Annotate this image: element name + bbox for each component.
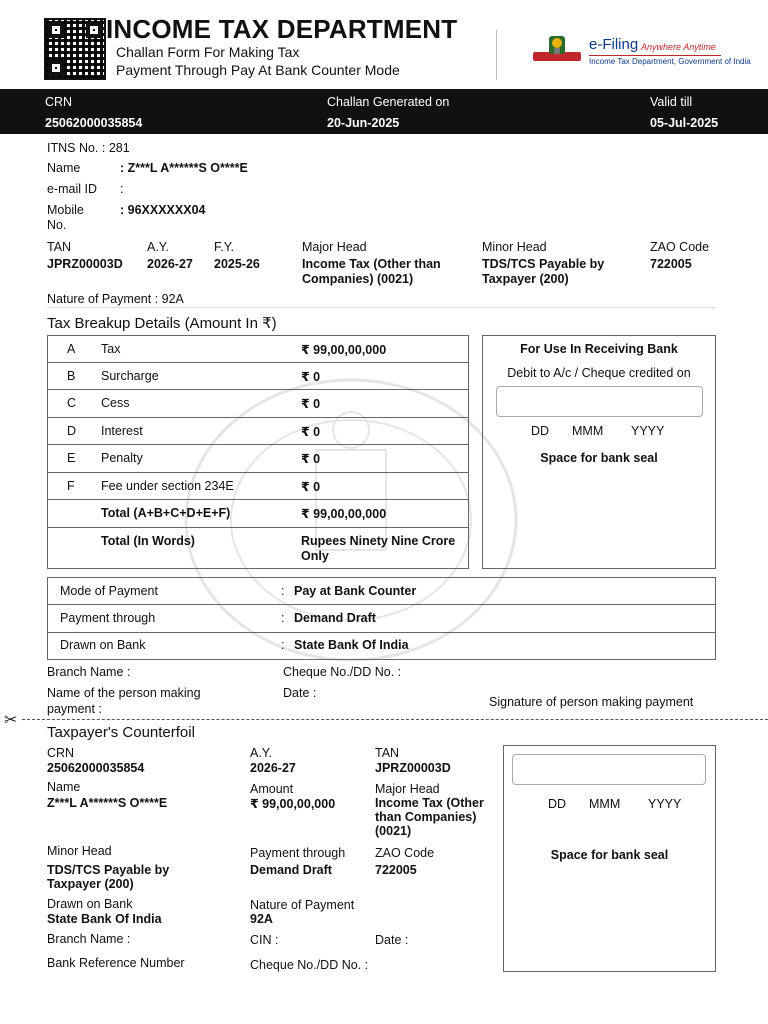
date-yyyy-label: YYYY: [631, 424, 665, 438]
itns-number: ITNS No. : 281: [47, 141, 130, 155]
emblem-logo: [532, 34, 582, 70]
cf-branch-name-label: Branch Name :: [47, 932, 131, 946]
total-amount: ₹ 99,00,00,000: [301, 507, 387, 521]
cf-nature-label: Nature of Payment: [250, 898, 355, 912]
table-row-amount: ₹ 99,00,00,000: [301, 343, 387, 357]
table-row-amount: ₹ 0: [301, 452, 321, 466]
cheque-no-label: Cheque No./DD No. :: [283, 665, 402, 679]
date-dd-label: DD: [531, 424, 550, 438]
cf-date-label: Date :: [375, 933, 409, 947]
cf-minor-head-value-2: Taxpayer (200): [47, 877, 134, 891]
colon: :: [281, 638, 285, 652]
efiling-tagline: Anywhere Anytime: [641, 42, 716, 52]
table-row-amount: ₹ 0: [301, 370, 321, 384]
table-row-code: C: [67, 396, 77, 410]
tan-value: JPRZ00003D: [47, 257, 123, 271]
cf-zao-code-value: 722005: [375, 863, 417, 877]
mode-of-payment-value: Pay at Bank Counter: [294, 584, 417, 598]
cf-drawn-on-bank-value: State Bank Of India: [47, 912, 162, 926]
total-label: Total (A+B+C+D+E+F): [101, 506, 231, 520]
table-row-amount: ₹ 0: [301, 397, 321, 411]
header-divider: [496, 30, 497, 80]
valid-label: Valid till: [650, 95, 693, 109]
mobile-label-2: No.: [47, 218, 67, 232]
debit-label: Debit to A/c / Cheque credited on: [507, 366, 691, 380]
mobile-value: : 96XXXXXX04: [120, 203, 206, 217]
page-title: INCOME TAX DEPARTMENT: [106, 14, 458, 44]
major-head-label: Major Head: [302, 240, 367, 254]
cf-major-head-label: Major Head: [375, 782, 440, 796]
tan-label: TAN: [47, 240, 72, 254]
nature-of-payment: Nature of Payment : 92A: [47, 292, 184, 306]
table-row-amount: ₹ 0: [301, 480, 321, 494]
efiling-rule: [589, 55, 721, 56]
cf-name-value: Z***L A******S O****E: [47, 796, 168, 810]
crn-value: 25062000035854: [45, 116, 143, 130]
cf-crn-label: CRN: [47, 746, 75, 760]
efiling-logo-text: e-Filing: [589, 36, 639, 53]
cut-line: [22, 719, 768, 720]
mode-of-payment-label: Mode of Payment: [60, 584, 158, 598]
cf-bank-reference-label: Bank Reference Number: [47, 956, 185, 970]
colon: :: [281, 584, 285, 598]
cf-date-yyyy-label: YYYY: [648, 797, 682, 811]
table-row-label: Tax: [101, 342, 121, 356]
zao-code-value: 722005: [650, 257, 692, 271]
cf-cin-label: CIN :: [250, 933, 279, 947]
cf-crn-value: 25062000035854: [47, 761, 145, 775]
generated-value: 20-Jun-2025: [327, 116, 400, 130]
fy-value: 2025-26: [214, 257, 260, 271]
breakup-heading: Tax Breakup Details (Amount In ₹): [47, 315, 277, 332]
cf-date-dd-label: DD: [548, 797, 567, 811]
drawn-on-bank-label: Drawn on Bank: [60, 638, 146, 652]
mobile-label: Mobile: [47, 203, 84, 217]
cf-payment-through-value: Demand Draft: [250, 863, 332, 877]
payment-through-value: Demand Draft: [294, 611, 376, 625]
table-row-code: F: [67, 479, 75, 493]
fy-label: F.Y.: [214, 240, 234, 254]
email-value: :: [120, 182, 124, 196]
total-words-label: Total (In Words): [101, 534, 195, 548]
receiving-bank-title: For Use In Receiving Bank: [520, 342, 678, 356]
ay-value: 2026-27: [147, 257, 193, 271]
major-head-value-2: Companies) (0021): [302, 272, 414, 286]
date-mmm-label: MMM: [572, 424, 604, 438]
name-label: Name: [47, 161, 81, 175]
table-row-label: Cess: [101, 396, 130, 410]
cf-major-head-value-1: Income Tax (Other: [375, 796, 484, 810]
scissors-icon: ✂: [4, 712, 18, 729]
cf-amount-label: Amount: [250, 782, 294, 796]
minor-head-label: Minor Head: [482, 240, 547, 254]
generated-label: Challan Generated on: [327, 95, 450, 109]
cf-nature-value: 92A: [250, 912, 273, 926]
cf-name-label: Name: [47, 780, 81, 794]
drawn-on-bank-value: State Bank Of India: [294, 638, 409, 652]
crn-label: CRN: [45, 95, 73, 109]
table-row-code: D: [67, 424, 77, 438]
person-making-payment-label-2: payment :: [47, 702, 102, 716]
date-label: Date :: [283, 686, 317, 700]
bank-seal-label: Space for bank seal: [540, 451, 658, 465]
minor-head-value-1: TDS/TCS Payable by: [482, 257, 605, 271]
person-making-payment-label: Name of the person making: [47, 686, 201, 700]
table-row-label: Surcharge: [101, 369, 159, 383]
cf-tan-label: TAN: [375, 746, 400, 760]
signature-label: Signature of person making payment: [489, 695, 694, 709]
cf-payment-through-label: Payment through: [250, 846, 346, 860]
efiling-subtitle: Income Tax Department, Government of India: [589, 57, 751, 66]
cf-drawn-on-bank-label: Drawn on Bank: [47, 897, 133, 911]
debit-date-field[interactable]: [496, 386, 703, 417]
subtitle-line-2: Payment Through Pay At Bank Counter Mode: [116, 62, 400, 78]
cf-tan-value: JPRZ00003D: [375, 761, 451, 775]
cf-minor-head-label: Minor Head: [47, 844, 112, 858]
colon: :: [281, 611, 285, 625]
total-words-value-1: Rupees Ninety Nine Crore: [301, 534, 456, 548]
cf-ay-label: A.Y.: [250, 746, 273, 760]
table-row-label: Interest: [101, 424, 143, 438]
cf-date-mmm-label: MMM: [589, 797, 621, 811]
cf-cheque-no-label: Cheque No./DD No. :: [250, 958, 369, 972]
section-divider: [47, 307, 716, 308]
challan-info-bar: [0, 89, 768, 134]
counterfoil-heading: Taxpayer's Counterfoil: [47, 724, 195, 741]
cf-date-field[interactable]: [512, 754, 706, 785]
payment-through-label: Payment through: [60, 611, 156, 625]
cf-bank-seal-label: Space for bank seal: [550, 848, 669, 862]
table-row-code: E: [67, 451, 76, 465]
cf-zao-code-label: ZAO Code: [375, 846, 435, 860]
table-row-code: A: [67, 342, 76, 356]
table-row-amount: ₹ 0: [301, 425, 321, 439]
qr-code: [44, 18, 106, 80]
email-label: e-mail ID: [47, 182, 98, 196]
minor-head-value-2: Taxpayer (200): [482, 272, 569, 286]
cf-amount-value: ₹ 99,00,00,000: [250, 797, 336, 811]
total-words-value-2: Only: [301, 549, 329, 563]
subtitle-line-1: Challan Form For Making Tax: [116, 44, 300, 60]
cf-major-head-value-3: (0021): [375, 824, 412, 838]
zao-code-label: ZAO Code: [650, 240, 710, 254]
cf-major-head-value-2: than Companies): [375, 810, 477, 824]
name-value: : Z***L A******S O****E: [120, 161, 248, 175]
table-row-label: Penalty: [101, 451, 143, 465]
cf-ay-value: 2026-27: [250, 761, 296, 775]
cf-minor-head-value-1: TDS/TCS Payable by: [47, 863, 170, 877]
major-head-value-1: Income Tax (Other than: [302, 257, 441, 271]
ay-label: A.Y.: [147, 240, 170, 254]
branch-name-label: Branch Name :: [47, 665, 131, 679]
table-row-label: Fee under section 234E: [101, 479, 234, 493]
table-row-code: B: [67, 369, 76, 383]
valid-value: 05-Jul-2025: [650, 116, 719, 130]
